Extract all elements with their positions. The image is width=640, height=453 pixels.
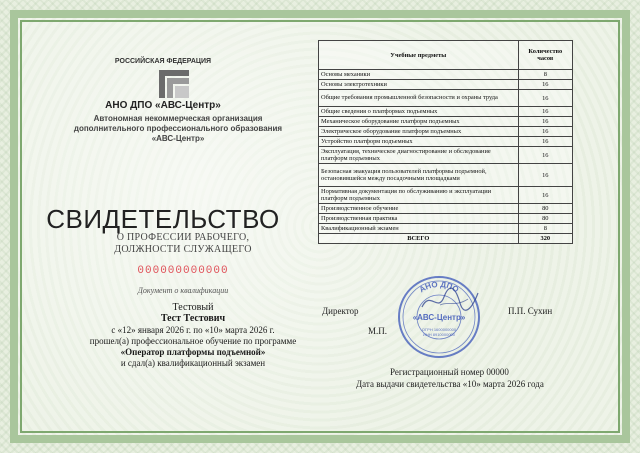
seal-top-text: АНО ДПО — [417, 279, 461, 295]
subject-name: Устройство платформ подъемных — [319, 137, 519, 147]
subject-name: Квалификационный экзамен — [319, 224, 519, 234]
program-name: «Оператор платформы подъемной» — [120, 347, 266, 357]
table-row — [319, 164, 573, 187]
signer-role: Директор — [322, 306, 359, 316]
header-subject: Учебные предметы — [319, 41, 519, 70]
table-row — [319, 70, 573, 80]
document-number: 000000000000 — [137, 265, 229, 277]
table-row — [319, 137, 573, 147]
org-full-line: «АВС-Центр» — [151, 134, 205, 143]
subject-hours: 16 — [518, 127, 572, 137]
subject-name: Общие требования промышленной безопасности и охраны труда — [319, 90, 519, 107]
registration-number: Регистрационный номер 00000 — [390, 367, 509, 377]
subject-name: Безопасная эвакуация пользователей платформы подъемной, остановившейся между посадочными площадками — [319, 164, 519, 187]
subject-hours: 8 — [518, 224, 572, 234]
exam-passed: и сдал(а) квалификационный экзамен — [120, 358, 266, 368]
subject-name: Нормативная документация по обслуживанию и эксплуатации платформ подъемных — [319, 187, 519, 204]
subject-name: Эксплуатация, техническое диагностирование и обследование платформ подъемных — [319, 147, 519, 164]
org-full-name — [48, 114, 308, 144]
table-row — [319, 147, 573, 164]
issue-date: Дата выдачи свидетельства «10» марта 2026 года — [356, 379, 544, 389]
subject-name: Основы электротехники — [319, 80, 519, 90]
total-label: ВСЕГО — [319, 234, 519, 244]
org-short-name: АНО ДПО «АВС-Центр» — [105, 100, 221, 111]
subject-hours: 16 — [518, 90, 572, 107]
org-full-line: дополнительного профессионального образования — [73, 124, 283, 133]
subject-hours: 16 — [518, 80, 572, 90]
subject-hours: 80 — [518, 214, 572, 224]
table-row — [319, 80, 573, 90]
signer-name: П.П. Сухин — [508, 306, 553, 316]
stamp-place-label: М.П. — [368, 326, 388, 336]
document-title: СВИДЕТЕЛЬСТВО — [46, 204, 280, 234]
subject-name: Производственная практика — [319, 214, 519, 224]
table-total-row — [319, 234, 573, 244]
subjects-table-area — [318, 40, 573, 244]
subject-hours: 80 — [518, 204, 572, 214]
seal-center-text: «АВС-Центр» — [412, 313, 466, 322]
subject-hours: 16 — [518, 147, 572, 164]
certificate-left-side — [18, 18, 308, 418]
holder-name: Тест Тестович — [160, 313, 226, 324]
subject-hours: 16 — [518, 164, 572, 187]
table-row — [319, 107, 573, 117]
director-signature — [420, 285, 480, 315]
subject-hours: 8 — [518, 70, 572, 80]
training-completed: прошел(а) профессиональное обучение по программе — [89, 336, 297, 346]
seal-bottom-line: ИНН 8910000000 — [422, 332, 456, 337]
subject-hours: 16 — [518, 187, 572, 204]
table-row — [319, 127, 573, 137]
training-period: с «12» января 2026 г. по «10» марта 2026 г. — [111, 325, 275, 335]
subject-name: Общие сведения о платформах подъемных — [319, 107, 519, 117]
seal-bottom-line: ОГРН 1600000000 — [421, 327, 457, 332]
subject-name: Механическое оборудование платформ подъемных — [319, 117, 519, 127]
holder-surname: Тестовый — [172, 302, 214, 313]
table-row — [319, 204, 573, 214]
document-kind: Документ о квалификации — [137, 286, 229, 295]
table-header-row — [319, 41, 573, 70]
org-full-line: Автономная некоммерческая организация — [93, 114, 263, 123]
subject-name: Основы механики — [319, 70, 519, 80]
document-subtitle-line: ДОЛЖНОСТИ СЛУЖАЩЕГО — [114, 244, 252, 255]
table-row — [319, 214, 573, 224]
subject-hours: 16 — [518, 107, 572, 117]
holder-block — [78, 302, 308, 369]
table-row — [319, 224, 573, 234]
organization-logo — [159, 70, 189, 98]
subjects-table — [318, 40, 573, 244]
subject-name: Производственное обучение — [319, 204, 519, 214]
document-subtitle — [58, 232, 308, 256]
table-row — [319, 117, 573, 127]
subjects-table-body — [319, 70, 573, 244]
subject-name: Электрическое оборудование платформ подъемных — [319, 127, 519, 137]
document-subtitle-line: О ПРОФЕССИИ РАБОЧЕГО, — [116, 232, 250, 243]
table-row — [319, 90, 573, 107]
subject-hours: 16 — [518, 137, 572, 147]
table-row — [319, 187, 573, 204]
subject-hours: 16 — [518, 117, 572, 127]
header-hours: Количество часов — [518, 41, 572, 70]
federation-label: РОССИЙСКАЯ ФЕДЕРАЦИЯ — [114, 58, 212, 65]
total-hours: 320 — [518, 234, 572, 244]
